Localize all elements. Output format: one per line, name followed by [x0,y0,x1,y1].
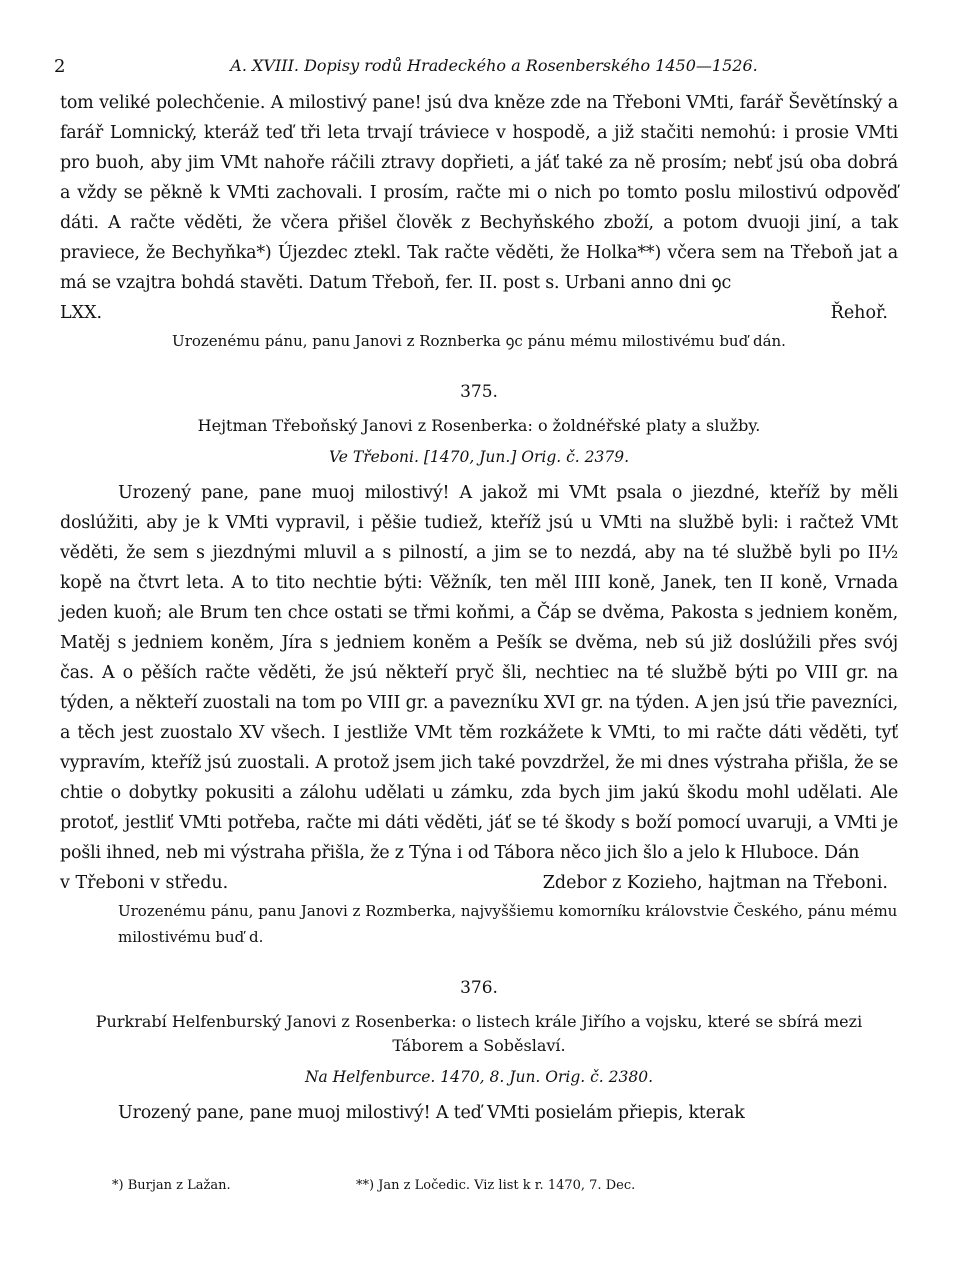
letter-374-signature: Řehoř. [830,303,888,323]
letter-376-number: 376. [460,978,498,998]
letter-375-source: Ve Třeboni. [1470, Jun.] Orig. č. 2379. [328,448,630,466]
letter-375-address: Urozenému pánu, panu Janovi z Rozmberka, najvyššiemu komorníku královstvie Českého, pánu mému milostivému buď d. [118,902,898,946]
letter-374-date-end: LXX. [60,303,103,323]
footnote-1: *) Burjan z Lažan. [112,1178,231,1193]
letter-374-address: Urozenému pánu, panu Janovi z Roznberka ꝯc pánu mému milostivému buď dán. [172,332,786,350]
page-content [54,56,898,1128]
letter-376-paragraph: Urozený pane, pane muoj milostivý! A teď VMti posielám přiepis, kterak [118,1103,745,1123]
letter-375-signature: Zdebor z Kozieho, hajtman na Třeboni. [542,873,888,893]
page-number: 2 [54,56,66,77]
running-head [54,56,898,88]
letter-376-heading: Purkrabí Helfenburský Janovi z Rosenberka: o listech krále Jiřího a vojsku, které se sbírá mezi Táborem a Soběslaví. [95,1012,863,1055]
running-title: A. XVIII. Dopisy rodů Hradeckého a Rosenberského 1450—1526. [230,56,758,75]
letter-375-heading: Hejtman Třeboňský Janovi z Rosenberka: o žoldnéřské platy a služby. [197,416,761,435]
letter-375-paragraph: Urozený pane, pane muoj milostivý! A jakož mi VMt psala o jiezdné, kteříž by měli doslúžiti, aby je k VMti vypravil, i pěšie tudiež, kteříž jsú u VMti na službě byli: i račtež VMt věděti, že sem s jiezdnými mluvil a s pilností, a jim se to nezdá, aby na té službě byli po II½ kopě na čtvrt leta. A to tito nechtie býti: Věžník, ten měl IIII koně, Janek, ten II koně, Vrnada jeden kuoň; ale Brum ten chce ostati se třmi koňmi, a Čáp se dvěma, Pakosta s jedniem koněm, Matěj s jedniem koněm, Jíra s jedniem koněm a Pešík se dvěma, neb sú již doslúžili přes svój čas. A o pěších račte věděti, že jsú někteří pryč šli, nechtiec na té službě býti po VIII gr. na týden, a někteří zuostali na tom po VIII gr. a paveznίku XVI gr. na týden. A jen jsú třie pavezníci, a těch jest zuostalo XV všech. I jestliže VMt těm rozkážete k VMti, to mi račte dáti věděti, tyť vypravím, kteříž jsú zuostali. A protož jsem jich také povzdržel, že mi dnes výstraha přišla, že se chtie o dobytky pokusiti a zálohu udělati u zámku, zda bych jim jakú škodu mohl udělati. Ale protoť, jestliť VMti potřeba, račte mi dáti věděti, jáť se té škody s boží pomocí uvaruji, a VMti je pošli ihned, neb mi výstraha přišla, že z Týna i od Tábora něco jich šlo a jelo k Hluboce. Dán [60,483,898,863]
letter-374-closing [60,298,898,328]
letter-375-date-end: v Třeboni v středu. [60,873,229,893]
letter-376-source: Na Helfenburce. 1470, 8. Jun. Orig. č. 2380. [304,1068,654,1086]
letter-374-paragraph: tom veliké polechčenie. A milostivý pane! jsú dva kněze zde na Třeboni VMti, farář Ševětínský a farář Lomnický, kteráž teď tři leta trvají tráviece v hospodě, a již stačiti nemohú: i prosie VMti pro buoh, aby jim VMt nahoře ráčili ztravy dopřieti, a jáť také za ně prosím; nebť jsú oba dobrá a vždy se pěkně k VMti zachovali. I prosím, račte mi o nich po tomto poslu milostivú odpověď dáti. A račte věděti, že včera přišel člověk z Bechyňského zboží, a potom dvuoji jiní, a tak praviece, že Bechyňka*) Újezdec ztekl. Tak račte věděti, že Holka**) včera sem na Třeboň jat a má se vzajtra bohdá stavěti. Datum Třeboň, fer. II. post s. Urbani anno dni ꝯc [60,93,898,293]
letter-375-number: 375. [460,382,498,402]
letter-375-closing [60,868,898,898]
footnote-2: **) Jan z Ločedic. Viz list k r. 1470, 7. Dec. [356,1178,636,1193]
